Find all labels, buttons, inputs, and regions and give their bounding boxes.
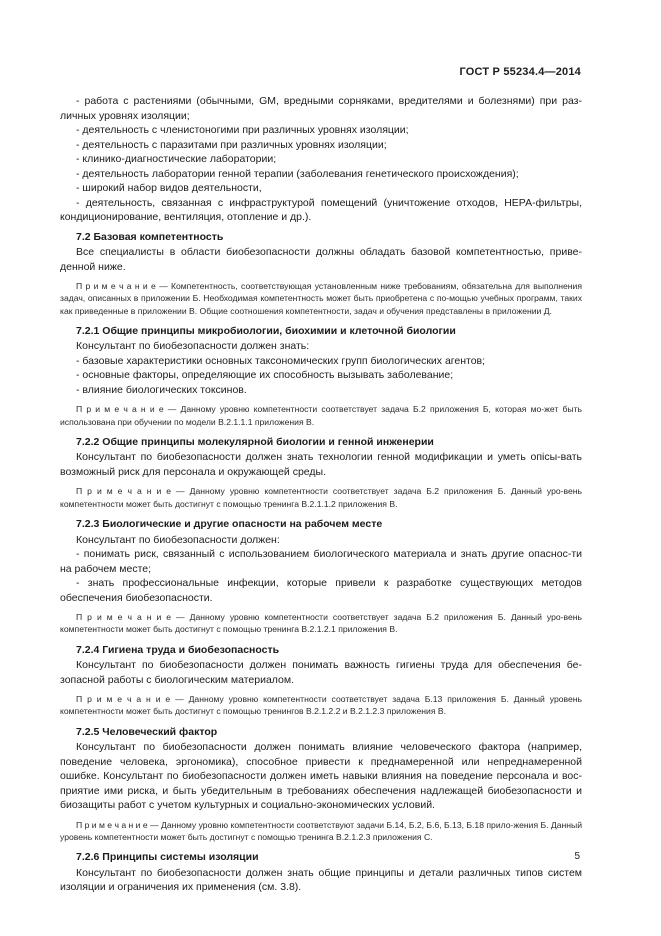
note-7-2-3: П р и м е ч а н и е — Данному уровню компетентности соответствует задача Б.2 приложения Б. Данный уро-вень компетентности может быть достигнут с помощью тренинга В.2.1.2.1 приложения В. — [60, 612, 582, 635]
section-text-7-2: Все специалисты в области биобезопасности должны обладать базовой компетентностью, приве-денной ниже. — [60, 246, 582, 273]
section-text-7-2-6: Консультант по биобезопасности должен знать общие принципы и детали различных типов систем изоляции и ограничения их применения (см. 3.8). — [60, 866, 582, 894]
section-intro-7-2-1: Консультант по биобезопасности должен знать: — [76, 340, 310, 353]
note-7-2-1: П р и м е ч а н и е — Данному уровню компетентности соответствует задача Б.2 приложения Б, которая мо-жет быть использована при обучении по модели В.2.1.1.1 приложения В. — [60, 404, 582, 427]
list-item: - деятельность, связанная с инфраструктурой помещений (уничтожение отходов, НЕРА-фильтры, кондиционирование, вентиляция, отопление и др.). — [60, 196, 582, 223]
note-7-2-4: П р и м е ч а н и е — Данному уровню компетентности соответствует задача Б.13 приложения Б. Данный уровень компетентности может быть достигнут с помощью тренингов В.2.1.2.2 и В.2.1.2.3 приложения В. — [60, 694, 582, 717]
section-heading-7-2-2: 7.2.2 Общие принципы молекулярной биологии и генной инженерии — [76, 435, 434, 448]
section-heading-7-2-5: 7.2.5 Человеческий фактор — [76, 725, 218, 738]
list-item: - влияние биологических токсинов. — [76, 383, 247, 396]
section-heading-7-2: 7.2 Базовая компетентность — [76, 230, 224, 243]
list-item: - деятельность с паразитами при различных уровнях изоляции; — [76, 138, 387, 151]
section-heading-7-2-4: 7.2.4 Гигиена труда и биобезопасность — [76, 643, 280, 656]
list-item: - деятельность с членистоногими при различных уровнях изоляции; — [76, 124, 409, 136]
list-item: - базовые характеристики основных таксономических групп биологических агентов; — [76, 354, 486, 367]
note-7-2-5: П р и м е ч а н и е — Данному уровню компетентности соответствуют задачи Б.14, Б.2, Б.6, Б.13, Б.18 прило-жения Б. Данный уровень компетентности может быть достигнут с помощью тренинга В.2.1.2.3 приложения С. — [60, 819, 582, 843]
page-number: 5 — [574, 851, 580, 862]
list-item: - основные факторы, определяющие их способность вызывать заболевание; — [76, 369, 454, 382]
section-intro-7-2-3: Консультант по биобезопасности должен: — [76, 533, 280, 546]
list-item: - деятельность лаборатории генной терапии (заболевания генетического происхождения); — [76, 167, 519, 180]
list-item: - широкий набор видов деятельности, — [76, 182, 262, 194]
list-item: - знать профессиональные инфекции, которые привели к разработке существующих методов обеспечения биобезопасности. — [60, 577, 582, 604]
note-7-2: П р и м е ч а н и е — Компетентность, соответствующая установленным ниже требованиям, обязательна для выполнения задач, описанных в приложении Б. Необходимая компетентность может быть приобретена с по-мощью учебных программ, таких как приведенные в приложении В. Общие соотношения компетентности, задач и обучения представлены в приложении Д. — [60, 281, 582, 316]
section-text-7-2-4: Консультант по биобезопасности должен понимать важность гигиены труда для обеспечения бе-зопасной работы с биологическим материалом. — [60, 659, 582, 686]
list-item: - понимать риск, связанный с использованием биологического материала и знать другие опаснос-ти на рабочем месте; — [60, 548, 582, 575]
section-heading-7-2-3: 7.2.3 Биологические и другие опасности на рабочем месте — [76, 518, 383, 531]
section-heading-7-2-6: 7.2.6 Принципы системы изоляции — [76, 851, 259, 864]
document-code-header: ГОСТ Р 55234.4—2014 — [459, 66, 581, 78]
section-text-7-2-5: Консультант по биобезопасности должен понимать влияние человеческого фактора (например, поведение человека, эргономика), способное привести к преднамеренной или непреднамеренной ошибке. Консультант по биобезопасности должен иметь навыки влияния на поведение персонала и вос-приятие ими риска, и быть убедительным в требованиях обеспечения надлежащей биобезопасности и биозащиты работ с учетом культурных и социально-экономических условий. — [60, 741, 582, 812]
list-item: - клинико-диагностические лаборатории; — [76, 153, 277, 165]
note-7-2-2: П р и м е ч а н и е — Данному уровню компетентности соответствует задача Б.2 приложения Б. Данный уро-вень компетентности может быть достигнут с помощью тренинга В.2.1.1.2 приложения В. — [60, 486, 582, 509]
list-item: - работа с растениями (обычными, GM, вредными сорняками, вредителями и болезнями) при раз-личных уровнях изоляции; — [60, 95, 582, 122]
section-text-7-2-2: Консультант по биобезопасности должен знать технологии генной модификации и уметь опісы-вать возможный риск для персонала и окружающей среды. — [60, 451, 582, 478]
section-heading-7-2-1: 7.2.1 Общие принципы микробиологии, биохимии и клеточной биологии — [76, 324, 456, 337]
page-body — [60, 94, 582, 895]
